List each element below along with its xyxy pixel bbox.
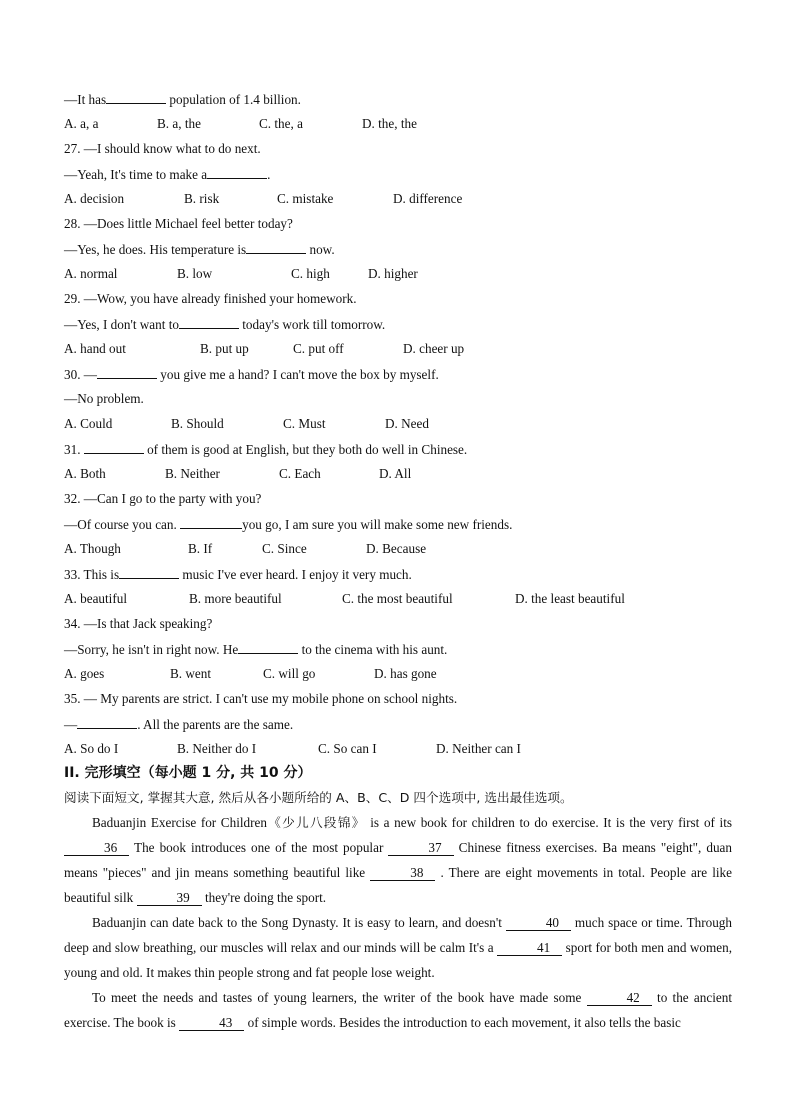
text: of them is good at English, but they both do well in Chinese. xyxy=(143,442,468,457)
text: you give me a hand? I can't move the box by myself. xyxy=(156,367,439,382)
answer-blank xyxy=(179,316,239,329)
text: today's work till tomorrow. xyxy=(238,317,386,332)
q26-option-c: C. the, a xyxy=(259,116,303,131)
text: —It has xyxy=(64,92,107,107)
text: Chinese fitness exercises. Ba means "eight", duan means "pieces" and jin means something beautiful like xyxy=(64,840,733,880)
text: —Yeah, It's time to make a xyxy=(64,167,208,182)
q27-option-d: D. difference xyxy=(393,191,463,206)
q31-option-b: B. Neither xyxy=(165,466,220,481)
q35-option-c: C. So can I xyxy=(318,741,377,756)
answer-blank xyxy=(84,441,144,454)
text: The book introduces one of the most popular xyxy=(129,840,389,855)
answer-blank xyxy=(246,241,306,254)
q27-option-b: B. risk xyxy=(184,191,220,206)
text: —Sorry, he isn't in right now. He xyxy=(64,642,239,657)
text: of simple words. Besides the introduction to each movement, it also tells the basic xyxy=(244,1015,681,1030)
q33-option-b: B. more beautiful xyxy=(189,591,282,606)
q31-option-c: C. Each xyxy=(279,466,321,481)
q30-option-c: C. Must xyxy=(283,416,326,431)
q28-answer-line xyxy=(64,241,335,258)
blank-40: 40 xyxy=(506,916,571,931)
text: you go, I am sure you will make some new friends. xyxy=(242,517,513,532)
q33-option-a: A. beautiful xyxy=(64,591,127,606)
q32-option-d: D. Because xyxy=(366,541,427,556)
q33-stem xyxy=(64,566,412,583)
text: to the ancient exercise. The book is xyxy=(64,990,732,1030)
q30-option-d: D. Need xyxy=(385,416,429,431)
q26-option-d: D. the, the xyxy=(362,116,417,131)
passage-paragraph-2 xyxy=(64,910,732,985)
answer-blank xyxy=(207,166,267,179)
q29-stem: 29. —Wow, you have already finished your homework. xyxy=(64,291,357,306)
q35-option-b: B. Neither do I xyxy=(177,741,257,756)
text: to the cinema with his aunt. xyxy=(298,642,448,657)
blank-38: 38 xyxy=(370,866,435,881)
blank-42: 42 xyxy=(587,991,652,1006)
q35-option-d: D. Neither can I xyxy=(436,741,521,756)
q27-option-a: A. decision xyxy=(64,191,125,206)
q31-stem xyxy=(64,441,467,458)
q29-option-a: A. hand out xyxy=(64,341,126,356)
q33-option-c: C. the most beautiful xyxy=(342,591,453,606)
text: —Of course you can. xyxy=(64,517,181,532)
q26-option-b: B. a, the xyxy=(157,116,201,131)
answer-blank xyxy=(180,516,242,529)
q30-answer-line: —No problem. xyxy=(64,391,144,406)
blank-37: 37 xyxy=(388,841,453,856)
q29-option-d: D. cheer up xyxy=(403,341,465,356)
answer-blank xyxy=(238,641,298,654)
q32-option-c: C. Since xyxy=(262,541,307,556)
text: Baduanjin can date back to the Song Dynasty. It is easy to learn, and doesn't xyxy=(92,915,506,930)
q34-option-a: A. goes xyxy=(64,666,105,681)
q29-answer-line xyxy=(64,316,385,333)
text: . All the parents are the same. xyxy=(137,717,294,732)
q27-answer-line xyxy=(64,166,270,183)
q32-stem: 32. —Can I go to the party with you? xyxy=(64,491,262,506)
q34-answer-line xyxy=(64,641,447,658)
q35-answer-line xyxy=(64,716,293,733)
q30-option-b: B. Should xyxy=(171,416,224,431)
q31-option-d: D. All xyxy=(379,466,412,481)
q30-stem xyxy=(64,366,439,383)
book-title-zh: 《少儿八段锦》 xyxy=(266,815,366,830)
q27-option-c: C. mistake xyxy=(277,191,334,206)
text: is a new book for children to do exercise. It is the very first of its xyxy=(365,815,732,830)
q28-option-a: A. normal xyxy=(64,266,118,281)
q34-option-b: B. went xyxy=(170,666,212,681)
text: much space or time. Through deep and slow breathing, our muscles will relax and our minds will be calm It's a xyxy=(64,915,732,955)
text: 30. — xyxy=(64,367,97,382)
q29-option-b: B. put up xyxy=(200,341,249,356)
q26-option-a: A. a, a xyxy=(64,116,99,131)
q32-option-a: A. Though xyxy=(64,541,121,556)
answer-blank xyxy=(77,716,137,729)
q28-stem: 28. —Does little Michael feel better today? xyxy=(64,216,293,231)
q34-option-d: D. has gone xyxy=(374,666,437,681)
q34-stem: 34. —Is that Jack speaking? xyxy=(64,616,213,631)
blank-36: 36 xyxy=(64,841,129,856)
text: 31. xyxy=(64,442,84,457)
answer-blank xyxy=(97,366,157,379)
text: Baduanjin Exercise for Children xyxy=(92,815,267,830)
text: sport for both men and women, young and old. It makes thin people strong and fat people lose weight. xyxy=(64,940,733,980)
q35-stem: 35. — My parents are strict. I can't use my mobile phone on school nights. xyxy=(64,691,458,706)
blank-43: 43 xyxy=(179,1016,244,1031)
section-heading: II. 完形填空（每小题 1 分, 共 10 分） xyxy=(64,765,312,781)
q33-option-d: D. the least beautiful xyxy=(515,591,625,606)
text: 33. This is xyxy=(64,567,120,582)
q28-option-c: C. high xyxy=(291,266,330,281)
text: To meet the needs and tastes of young learners, the writer of the book have made some xyxy=(92,990,587,1005)
q32-answer-line xyxy=(64,516,512,533)
q28-option-b: B. low xyxy=(177,266,213,281)
q28-option-d: D. higher xyxy=(368,266,418,281)
q26-answer-line xyxy=(64,91,301,108)
text: . There are eight movements in total. People are like beautiful silk xyxy=(64,865,732,905)
cloze-passage xyxy=(64,810,732,1035)
q34-option-c: C. will go xyxy=(263,666,316,681)
text: —Yes, he does. His temperature is xyxy=(64,242,247,257)
text: population of 1.4 billion. xyxy=(166,92,301,107)
passage-paragraph-1 xyxy=(64,810,732,910)
text: . xyxy=(267,167,271,182)
answer-blank xyxy=(106,91,166,104)
q29-option-c: C. put off xyxy=(293,341,344,356)
blank-41: 41 xyxy=(497,941,562,956)
q32-option-b: B. If xyxy=(188,541,213,556)
text: —Yes, I don't want to xyxy=(64,317,179,332)
text: now. xyxy=(306,242,335,257)
blank-39: 39 xyxy=(137,891,202,906)
text: music I've ever heard. I enjoy it very much. xyxy=(179,567,412,582)
text: — xyxy=(64,717,78,732)
section-instruction: 阅读下面短文, 掌握其大意, 然后从各小题所给的 A、B、C、D 四个选项中, 选出最佳选项。 xyxy=(64,790,573,805)
answer-blank xyxy=(119,566,179,579)
text: they're doing the sport. xyxy=(201,890,327,905)
q27-stem: 27. —I should know what to do next. xyxy=(64,141,261,156)
q31-option-a: A. Both xyxy=(64,466,106,481)
q35-option-a: A. So do I xyxy=(64,741,119,756)
passage-paragraph-3 xyxy=(64,985,732,1035)
q30-option-a: A. Could xyxy=(64,416,113,431)
